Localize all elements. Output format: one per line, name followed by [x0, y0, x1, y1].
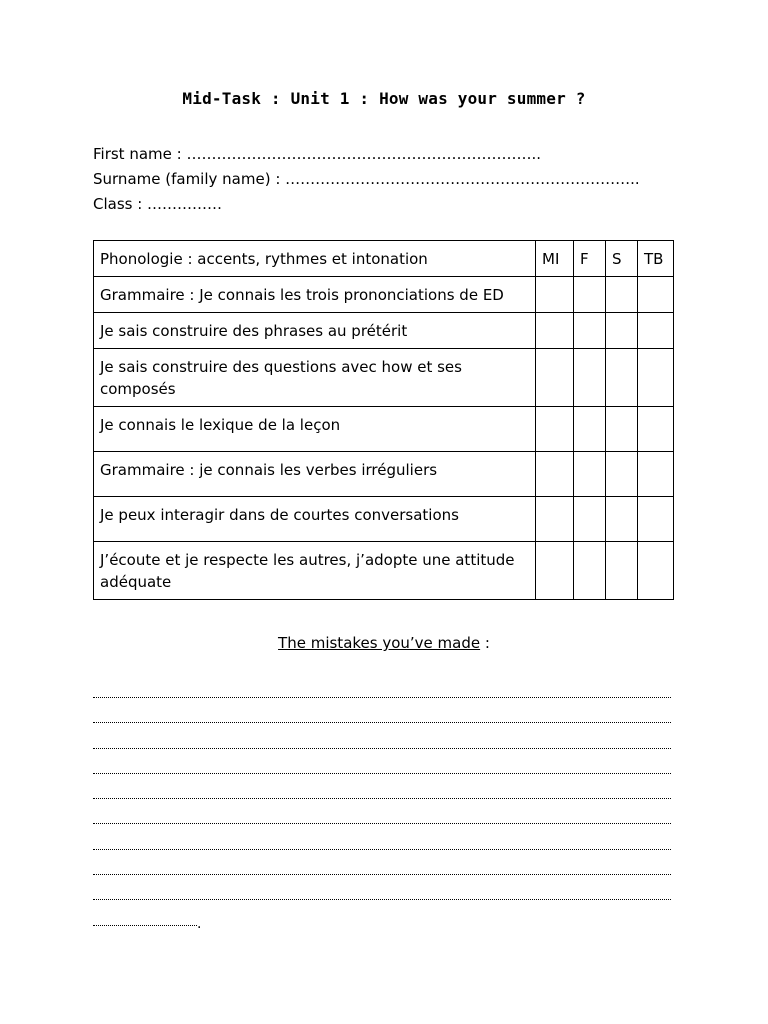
table-row	[94, 313, 674, 349]
table-row	[94, 542, 674, 600]
check-cell-s[interactable]	[606, 313, 638, 349]
check-cell-f[interactable]	[574, 452, 606, 497]
dotted-writing-line[interactable]	[93, 812, 671, 837]
check-cell-tb[interactable]	[638, 277, 674, 313]
criterion-cell: Grammaire : je connais les verbes irréguliers	[94, 452, 536, 497]
criterion-cell: Je sais construire des questions avec how et ses composés	[94, 349, 536, 407]
table-header-row	[94, 241, 674, 277]
end-period: .	[197, 915, 202, 932]
check-cell-f[interactable]	[574, 407, 606, 452]
check-cell-s[interactable]	[606, 452, 638, 497]
criterion-cell: Je sais construire des phrases au prétérit	[94, 313, 536, 349]
dotted-writing-line[interactable]	[93, 787, 671, 812]
check-cell-mi[interactable]	[536, 452, 574, 497]
check-cell-s[interactable]	[606, 542, 638, 600]
check-cell-f[interactable]	[574, 277, 606, 313]
surname-field[interactable]: Surname (family name) : ……………………………………………………………..	[93, 170, 640, 188]
criterion-cell: J’écoute et je respecte les autres, j’adopte une attitude adéquate	[94, 542, 536, 600]
check-cell-mi[interactable]	[536, 497, 574, 542]
level-tb: TB	[638, 241, 674, 277]
check-cell-f[interactable]	[574, 313, 606, 349]
dotted-writing-line-last[interactable]	[93, 914, 671, 939]
dotted-writing-line[interactable]	[93, 863, 671, 888]
mistakes-writing-area[interactable]	[93, 686, 671, 939]
check-cell-s[interactable]	[606, 277, 638, 313]
check-cell-tb[interactable]	[638, 452, 674, 497]
level-f: F	[574, 241, 606, 277]
check-cell-tb[interactable]	[638, 497, 674, 542]
class-field[interactable]: Class : ……………	[93, 195, 223, 213]
check-cell-s[interactable]	[606, 349, 638, 407]
check-cell-tb[interactable]	[638, 349, 674, 407]
page-title: Mid-Task : Unit 1 : How was your summer ?	[182, 89, 586, 108]
table-row	[94, 497, 674, 542]
check-cell-tb[interactable]	[638, 407, 674, 452]
table-row	[94, 452, 674, 497]
check-cell-f[interactable]	[574, 497, 606, 542]
criterion-cell: Je peux interagir dans de courtes conversations	[94, 497, 536, 542]
first-name-field[interactable]: First name : ……………………………………………………………..	[93, 145, 542, 163]
mistakes-colon: :	[480, 634, 490, 652]
check-cell-s[interactable]	[606, 497, 638, 542]
evaluation-table	[93, 240, 674, 600]
dotted-writing-line[interactable]	[93, 737, 671, 762]
check-cell-s[interactable]	[606, 407, 638, 452]
header-criterion: Phonologie : accents, rythmes et intonation	[94, 241, 536, 277]
dotted-writing-line[interactable]	[93, 711, 671, 736]
level-s: S	[606, 241, 638, 277]
student-info	[93, 142, 640, 217]
table-row	[94, 349, 674, 407]
check-cell-f[interactable]	[574, 349, 606, 407]
criterion-cell: Je connais le lexique de la leçon	[94, 407, 536, 452]
dotted-writing-line[interactable]	[93, 762, 671, 787]
dotted-writing-line[interactable]	[93, 686, 671, 711]
check-cell-mi[interactable]	[536, 542, 574, 600]
dotted-writing-line[interactable]	[93, 888, 671, 913]
check-cell-mi[interactable]	[536, 313, 574, 349]
check-cell-mi[interactable]	[536, 277, 574, 313]
check-cell-mi[interactable]	[536, 349, 574, 407]
level-mi: MI	[536, 241, 574, 277]
check-cell-tb[interactable]	[638, 542, 674, 600]
table-row	[94, 277, 674, 313]
mistakes-label: The mistakes you’ve made	[278, 634, 481, 652]
check-cell-mi[interactable]	[536, 407, 574, 452]
check-cell-tb[interactable]	[638, 313, 674, 349]
table-row	[94, 407, 674, 452]
dotted-writing-line[interactable]	[93, 838, 671, 863]
criterion-cell: Grammaire : Je connais les trois prononciations de ED	[94, 277, 536, 313]
mistakes-heading	[0, 634, 768, 652]
check-cell-f[interactable]	[574, 542, 606, 600]
